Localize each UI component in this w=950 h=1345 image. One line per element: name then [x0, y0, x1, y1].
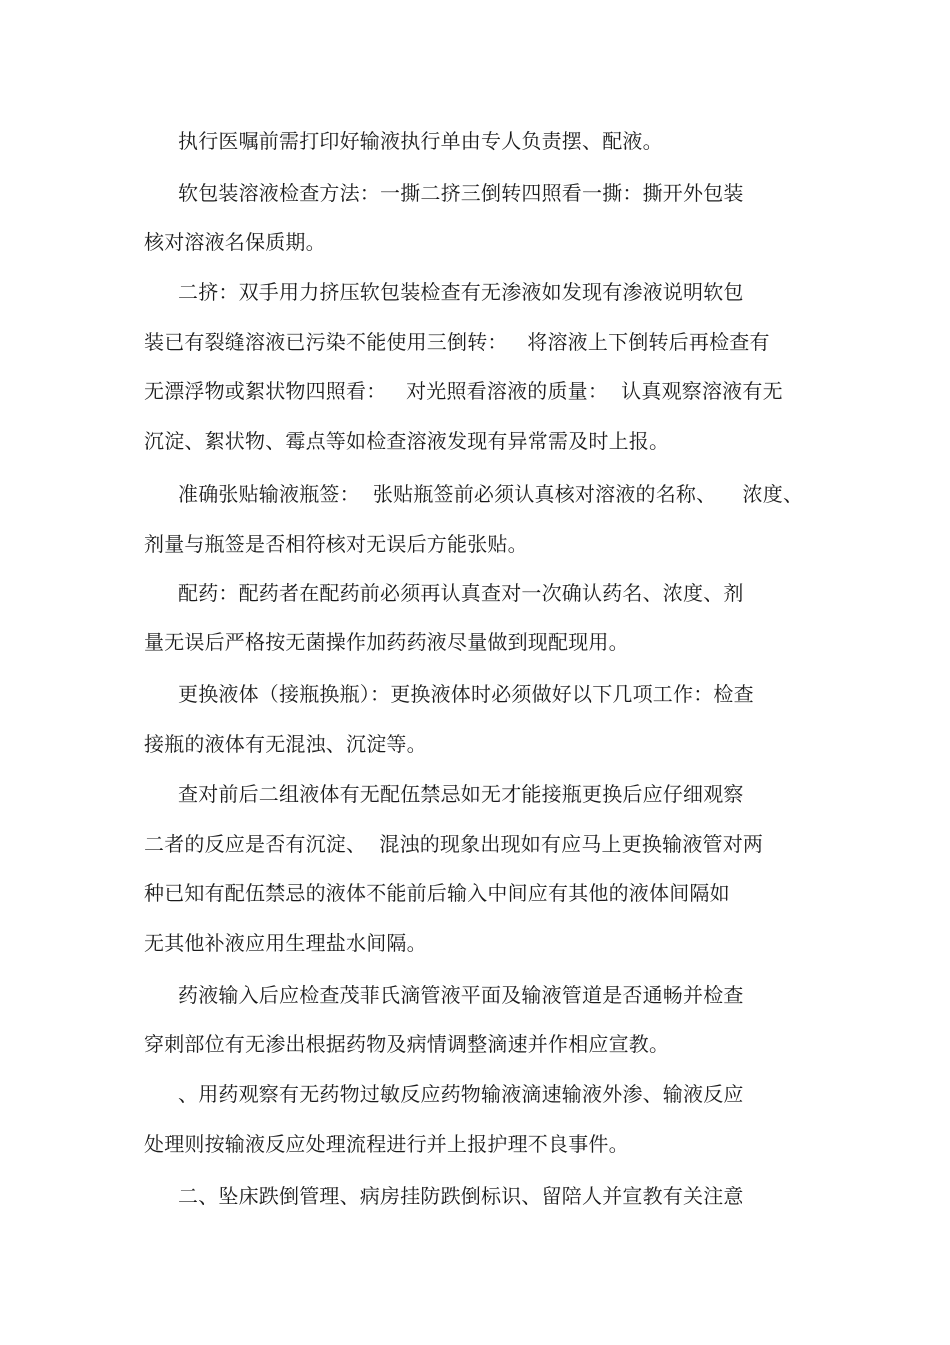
text-line: 更换液体（接瓶换瓶）：更换液体时必须做好以下几项工作：检查: [178, 682, 754, 706]
text-line: 药液输入后应检查茂菲氏滴管液平面及输液管道是否通畅并检查: [178, 983, 744, 1007]
text-line: 无漂浮物或絮状物四照看： 对光照看溶液的质量： 认真观察溶液有无: [144, 379, 783, 403]
text-line: 查对前后二组液体有无配伍禁忌如无才能接瓶更换后应仔细观察: [178, 782, 744, 806]
text-line: 二、坠床跌倒管理、病房挂防跌倒标识、留陪人并宣教有关注意: [178, 1184, 744, 1208]
text-line: 穿刺部位有无渗出根据药物及病情调整滴速并作相应宣教。: [144, 1032, 670, 1056]
text-line: 量无误后严格按无菌操作加药药液尽量做到现配现用。: [144, 630, 629, 654]
text-line: 、用药观察有无药物过敏反应药物输液滴速输液外渗、输液反应: [178, 1082, 744, 1106]
text-line: 装已有裂缝溶液已污染不能使用三倒转： 将溶液上下倒转后再检查有: [144, 330, 770, 354]
text-line: 接瓶的液体有无混浊、沉淀等。: [144, 732, 427, 756]
text-line: 处理则按输液反应处理流程进行并上报护理不良事件。: [144, 1132, 629, 1156]
text-line: 种已知有配伍禁忌的液体不能前后输入中间应有其他的液体间隔如: [144, 881, 730, 905]
text-line: 配药：配药者在配药前必须再认真查对一次确认药名、浓度、剂: [178, 581, 744, 605]
text-line: 无其他补液应用生理盐水间隔。: [144, 931, 427, 955]
text-line: 软包装溶液检查方法：一撕二挤三倒转四照看一撕：撕开外包装: [178, 181, 744, 205]
text-line: 执行医嘱前需打印好输液执行单由专人负责摆、配液。: [178, 129, 663, 153]
text-line: 核对溶液名保质期。: [144, 230, 326, 254]
text-line: 二挤：双手用力挤压软包装检查有无渗液如发现有渗液说明软包: [178, 280, 744, 304]
text-line: 准确张贴输液瓶签： 张贴瓶签前必须认真核对溶液的名称、 浓度、: [178, 482, 804, 506]
text-line: 二者的反应是否有沉淀、 混浊的现象出现如有应马上更换输液管对两: [144, 832, 764, 856]
text-line: 剂量与瓶签是否相符核对无误后方能张贴。: [144, 532, 528, 556]
text-line: 沉淀、絮状物、霉点等如检查溶液发现有异常需及时上报。: [144, 429, 670, 453]
